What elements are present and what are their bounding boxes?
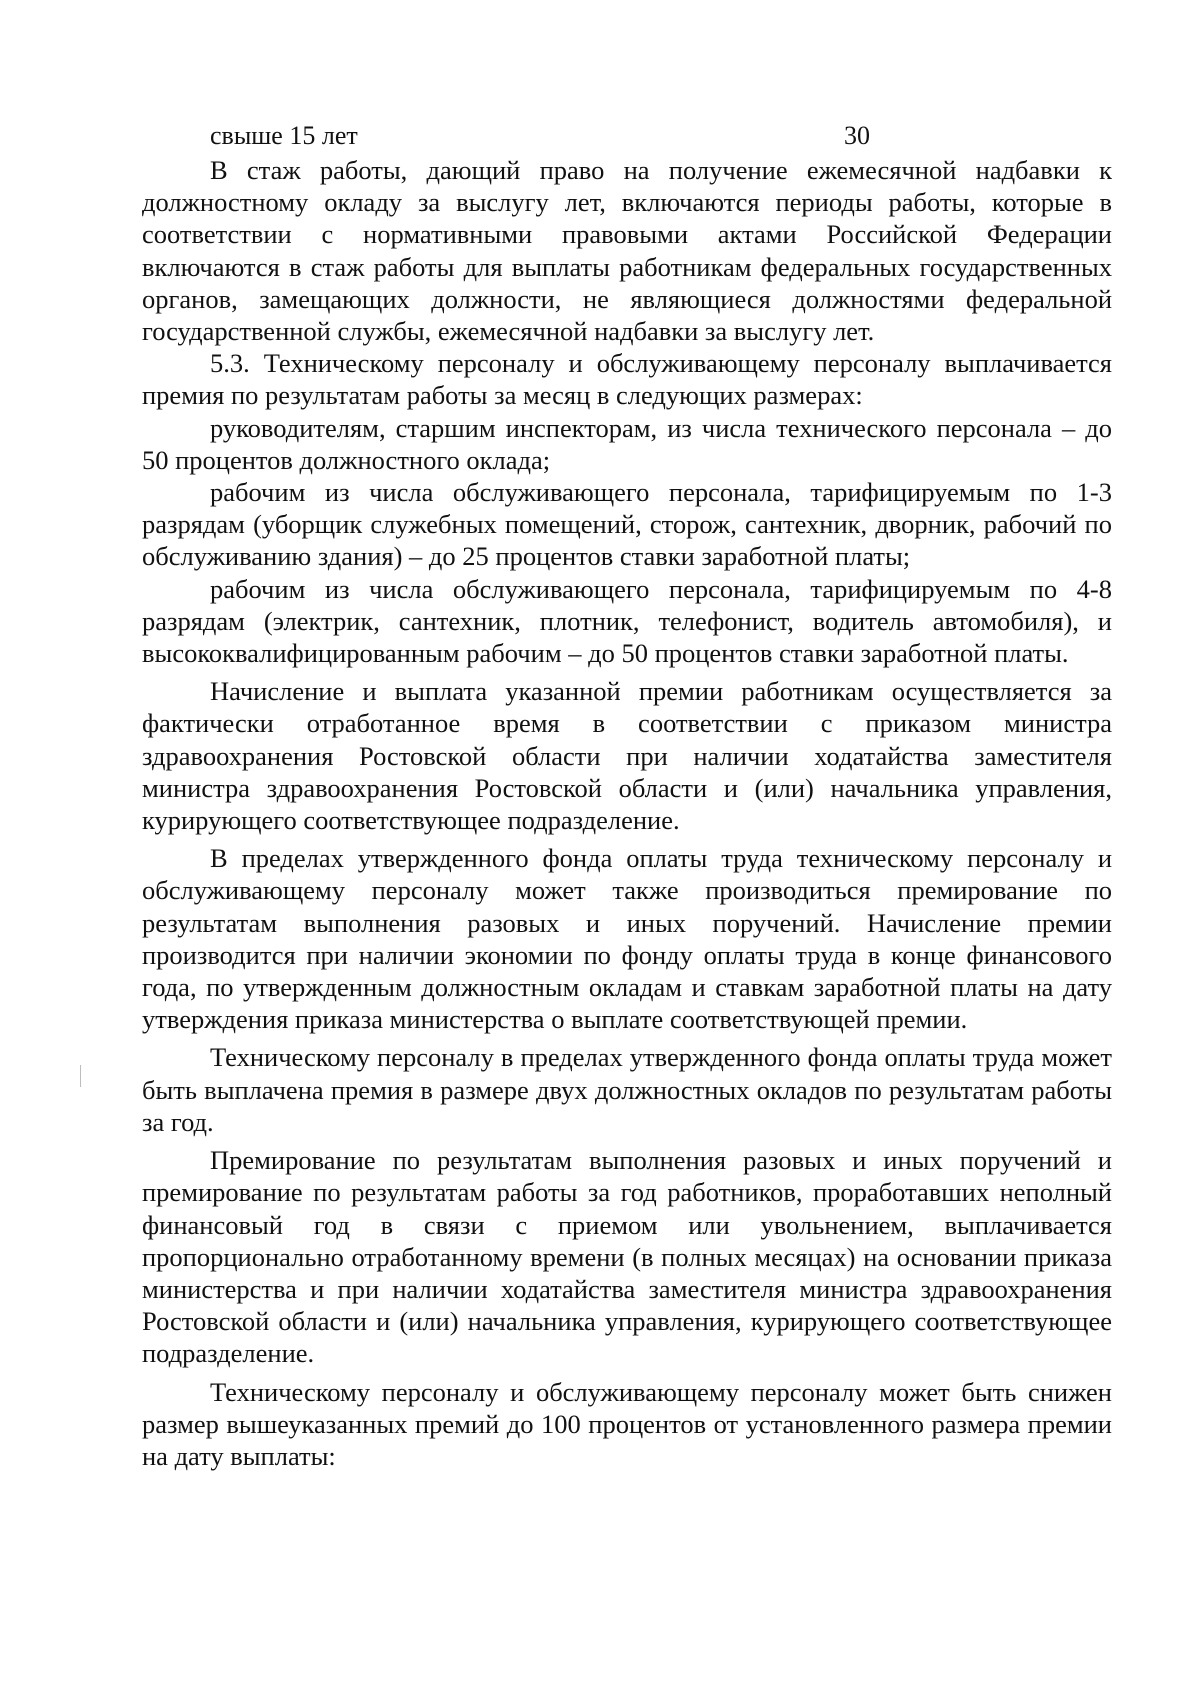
- paragraph-accrual-payment: Начисление и выплата указанной премии работникам осуществляется за фактически отработанное время в соответствии с приказом министра здравоохранения Ростовской области при наличии ходатайства заместителя министра здравоохранения Ростовской области и (или) начальника управления, курирующего соответствующее подразделение.: [142, 676, 1112, 836]
- paragraph-bonus-reduction: Техническому персоналу и обслуживающему персоналу может быть снижен размер вышеуказанных премий до 100 процентов от установленного размера премии на дату выплаты:: [142, 1376, 1112, 1471]
- paragraph-workers-1-3-bonus: рабочим из числа обслуживающего персонала, тарифицируемым по 1-3 разрядам (уборщик служебных помещений, сторож, сантехник, дворник, рабочий по обслуживанию здания) – до 25 процентов ставки заработной платы;: [142, 477, 1112, 572]
- paragraph-one-time-assignments: В пределах утвержденного фонда оплаты труда техническому персоналу и обслуживающему персоналу может также производиться премирование по результатам выполнения разовых и иных поручений. Начисление премии производится при наличии экономии по фонду оплаты труда в конце финансового года, по утвержденным должностным окладам и ставкам заработной платы на дату утверждения приказа министерства о выплате соответствующей премии.: [142, 843, 1112, 1035]
- paragraph-section-5-3: 5.3. Техническому персоналу и обслуживающему персоналу выплачивается премия по результатам работы за месяц в следующих размерах:: [142, 348, 1112, 411]
- paragraph-service-length: В стаж работы, дающий право на получение ежемесячной надбавки к должностному окладу за выслугу лет, включаются периоды работы, которые в соответствии с нормативными правовыми актами Российской Федерации включаются в стаж работы для выплаты работникам федеральных государственных органов, замещающих должности, не являющиеся должностями федеральной государственной службы, ежемесячной надбавки за выслугу лет.: [142, 155, 1112, 347]
- paragraph-annual-bonus: Техническому персоналу в пределах утвержденного фонда оплаты труда может быть выплачена премия в размере двух должностных окладов по результатам работы за год.: [142, 1042, 1112, 1137]
- page-header: [210, 118, 1110, 154]
- page-number: 30: [844, 121, 870, 150]
- carry-over-line: свыше 15 лет: [210, 121, 358, 150]
- scan-margin-mark: [80, 1065, 81, 1087]
- paragraph-managers-bonus: руководителям, старшим инспекторам, из числа технического персонала – до 50 процентов должностного оклада;: [142, 412, 1112, 475]
- paragraph-workers-4-8-bonus: рабочим из числа обслуживающего персонала, тарифицируемым по 4-8 разрядам (электрик, сантехник, плотник, телефонист, водитель автомобиля), и высококвалифицированным рабочим – до 50 процентов ставки заработной платы.: [142, 573, 1112, 669]
- paragraph-partial-year-bonus: Премирование по результатам выполнения разовых и иных поручений и премирование по результатам работы за год работников, проработавших неполный финансовый год в связи с приемом или увольнением, выплачивается пропорционально отработанному времени (в полных месяцах) на основании приказа министерства и при наличии ходатайства заместителя министра здравоохранения Ростовской области и (или) начальника управления, курирующего соответствующее подразделение.: [142, 1145, 1112, 1369]
- document-body: [142, 154, 1112, 1472]
